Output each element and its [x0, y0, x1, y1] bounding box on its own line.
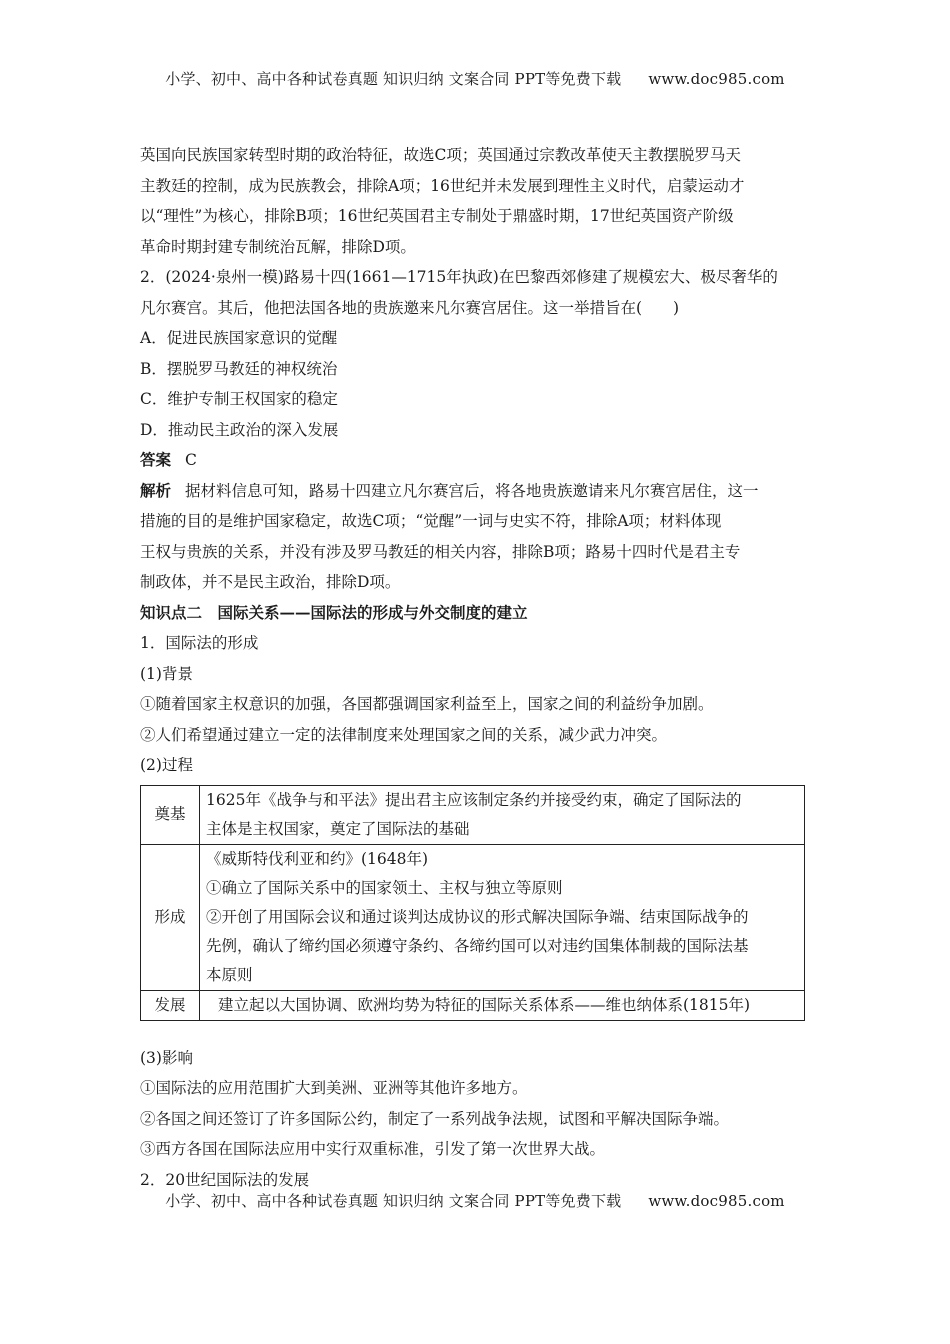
subheading: 2．20世纪国际法的发展 — [140, 1170, 310, 1189]
option-a: A．促进民族国家意识的觉醒 — [140, 329, 338, 347]
analysis-line: 王权与贵族的关系，并没有涉及罗马教廷的相关内容，排除B项；路易十四时代是君主专 — [140, 542, 741, 561]
analysis-line: 制政体，并不是民主政治，排除D项。 — [140, 573, 401, 591]
question-stem-line: 2．(2024·泉州一模)路易十四(1661—1715年执政)在巴黎西郊修建了规模宏大、极尽奢华的 — [140, 268, 778, 286]
table-cell — [200, 844, 805, 990]
analysis-line: 据材料信息可知，路易十四建立凡尔赛宫后，将各地贵族邀请来凡尔赛宫居住，这一 — [185, 481, 759, 500]
option-c: C．维护专制王权国家的稳定 — [140, 390, 338, 408]
page-header — [0, 68, 950, 89]
header-url[interactable]: www.doc985.com — [648, 70, 785, 88]
footer-url[interactable]: www.doc985.com — [648, 1192, 785, 1210]
table-row-head: 形成 — [141, 844, 200, 990]
analysis-line: 以“理性”为核心，排除B项；16世纪英国君主专制处于鼎盛时期，17世纪英国资产阶级 — [140, 207, 734, 225]
answer-row — [140, 445, 810, 476]
table-cell-line: 本原则 — [206, 965, 253, 984]
table-row — [141, 844, 805, 990]
impact-item: ①国际法的应用范围扩大到美洲、亚洲等其他许多地方。 — [140, 1079, 528, 1097]
header-text: 小学、初中、高中各种试卷真题 知识归纳 文案合同 PPT等免费下载 — [165, 70, 622, 88]
spacer — [140, 1021, 810, 1043]
background-item: ②人们希望通过建立一定的法律制度来处理国家之间的关系，减少武力冲突。 — [140, 725, 668, 744]
knowledge-section — [140, 598, 810, 1196]
table-cell-line: 先例，确认了缔约国必须遵守条约、各缔约国可以对违约国集体制裁的国际法基 — [206, 936, 749, 955]
table-cell-line: 建立起以大国协调、欧洲均势为特征的国际关系体系——维也纳体系(1815年) — [218, 995, 751, 1014]
subheading: 1．国际法的形成 — [140, 634, 259, 652]
table-cell — [200, 990, 805, 1020]
table-cell-line: 1625年《战争与和平法》提出君主应该制定条约并接受约束，确定了国际法的 — [206, 790, 742, 809]
table-row — [141, 990, 805, 1020]
analysis-line: 措施的目的是维护国家稳定，故选C项；“觉醒”一词与史实不符，排除A项；材料体现 — [140, 512, 722, 530]
table-row-head: 奠基 — [141, 785, 200, 844]
table-cell-line: 主体是主权国家，奠定了国际法的基础 — [206, 819, 470, 838]
question-2 — [140, 262, 810, 598]
background-label: (1)背景 — [140, 664, 193, 683]
analysis-line: 英国向民族国家转型时期的政治特征，故选C项；英国通过宗教改革使天主教摆脱罗马天 — [140, 146, 741, 164]
impact-label: (3)影响 — [140, 1048, 193, 1067]
analysis-row — [140, 476, 810, 507]
analysis-label: 解析 — [140, 480, 172, 500]
table-cell — [200, 785, 805, 844]
process-label: (2)过程 — [140, 756, 193, 774]
analysis-q1 — [140, 140, 810, 262]
table-cell-line: ②开创了用国际会议和通过谈判达成协议的形式解决国际争端、结束国际战争的 — [206, 907, 749, 926]
question-stem-line: 凡尔赛宫。其后，他把法国各地的贵族邀来凡尔赛宫居住。这一举措旨在( ) — [140, 298, 680, 317]
table-cell-line: 《威斯特伐利亚和约》(1648年) — [206, 849, 429, 868]
section-title: 知识点二 国际关系——国际法的形成与外交制度的建立 — [140, 602, 528, 622]
table-cell-line: ①确立了国际关系中的国家领土、主权与独立等原则 — [206, 878, 563, 897]
background-item: ①随着国家主权意识的加强，各国都强调国家利益至上，国家之间的利益纷争加剧。 — [140, 695, 714, 713]
answer-value: C — [185, 451, 197, 469]
footer-text: 小学、初中、高中各种试卷真题 知识归纳 文案合同 PPT等免费下载 — [165, 1192, 622, 1210]
impact-item: ②各国之间还签订了许多国际公约，制定了一系列战争法规，试图和平解决国际争端。 — [140, 1109, 730, 1128]
analysis-line: 主教廷的控制，成为民族教会，排除A项；16世纪并未发展到理性主义时代，启蒙运动才 — [140, 176, 745, 195]
answer-label: 答案 — [140, 450, 172, 469]
process-table — [140, 785, 805, 1021]
document-body — [140, 140, 810, 1195]
analysis-line: 革命时期封建专制统治瓦解，排除D项。 — [140, 237, 416, 256]
impact-item: ③西方各国在国际法应用中实行双重标准，引发了第一次世界大战。 — [140, 1140, 606, 1158]
table-row-head: 发展 — [141, 990, 200, 1020]
page-footer — [0, 1190, 950, 1211]
table-row — [141, 785, 805, 844]
option-b: B．摆脱罗马教廷的神权统治 — [140, 359, 338, 378]
option-d: D．推动民主政治的深入发展 — [140, 420, 339, 439]
